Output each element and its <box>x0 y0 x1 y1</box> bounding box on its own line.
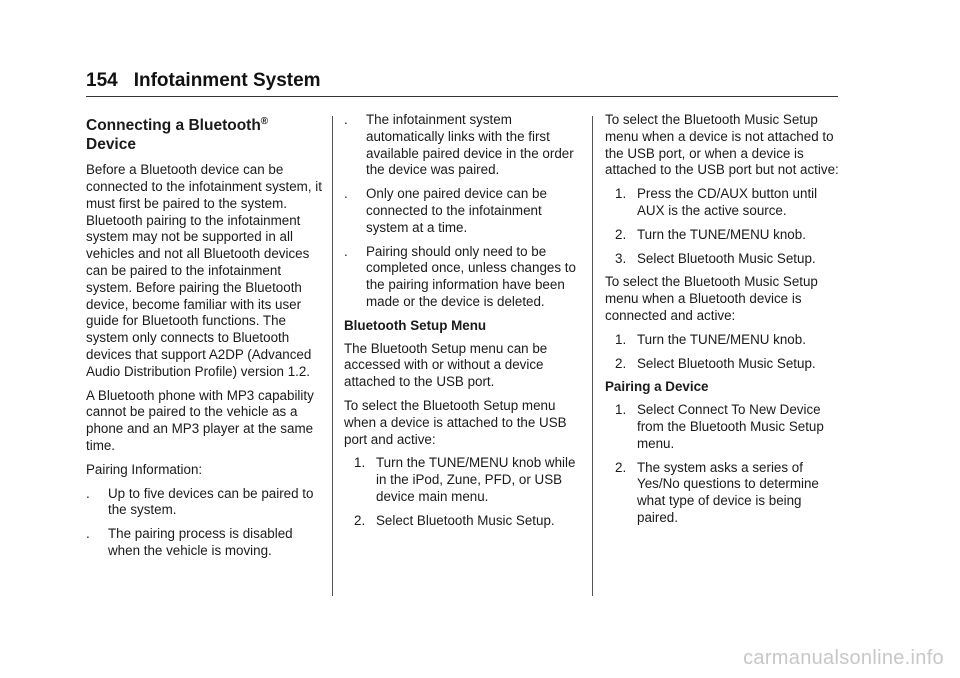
paragraph: To select the Bluetooth Music Setup menu when a device is not attached to the USB port, or when a device is attached to the USB port but not active: <box>605 112 839 178</box>
registered-mark: ® <box>260 116 269 127</box>
numbered-step: 1. Turn the TUNE/MENU knob. <box>615 331 806 347</box>
numbered-step: 3. Select Bluetooth Music Setup. <box>615 250 816 266</box>
section-title: Infotainment System <box>133 70 321 91</box>
bullet-marker: . <box>86 485 90 501</box>
bullet-marker: . <box>344 186 348 202</box>
paragraph: To select the Bluetooth Music Setup menu when a Bluetooth device is connected and active: <box>605 274 818 323</box>
bullet-marker: . <box>344 112 348 127</box>
numbered-step: 1. Select Connect To New Device from the Bluetooth Music Setup menu. <box>615 402 824 451</box>
column-3 <box>605 112 841 534</box>
page-header <box>86 70 321 92</box>
paragraph: To select the Bluetooth Setup menu when a device is attached to the USB port and active: <box>344 397 567 447</box>
list-item: . The infotainment system automatically links with the first available paired device in the order the device was paired. <box>344 112 574 178</box>
bullet-marker: . <box>344 243 348 259</box>
column-divider <box>332 116 333 596</box>
subheading: Bluetooth Setup Menu <box>344 317 487 333</box>
column-2 <box>344 112 584 537</box>
bullet-marker: . <box>86 526 90 542</box>
column-1 <box>86 112 326 567</box>
section-heading: Connecting a Bluetooth® Device <box>86 116 269 154</box>
paragraph: A Bluetooth phone with MP3 capability cannot be paired to the vehicle as a phone and an MP3 player at the same time. <box>86 387 314 453</box>
header-rule <box>86 96 838 97</box>
watermark: carmanualsonline.info <box>743 647 944 669</box>
column-divider <box>592 116 593 596</box>
page-number: 154 <box>86 70 118 91</box>
numbered-step: 1. Turn the TUNE/MENU knob while in the iPod, Zune, PFD, or USB device main menu. <box>354 455 576 504</box>
paragraph: Pairing Information: <box>86 461 203 477</box>
paragraph: The Bluetooth Setup menu can be accessed with or without a device attached to the USB port. <box>344 340 548 390</box>
list-item: . The pairing process is disabled when the vehicle is moving. <box>86 526 293 558</box>
list-item: . Pairing should only need to be completed once, unless changes to the pairing information have been made or the device is deleted. <box>344 243 576 309</box>
numbered-step: 2. Turn the TUNE/MENU knob. <box>615 226 806 242</box>
subheading: Pairing a Device <box>605 379 709 395</box>
list-item: . Only one paired device can be connected to the infotainment system at a time. <box>344 186 547 235</box>
numbered-step: 2. Select Bluetooth Music Setup. <box>354 512 555 528</box>
paragraph: Before a Bluetooth device can be connected to the infotainment system, it must first be paired to the system. Bluetooth pairing to the infotainment system may not be supported in all vehicles and not all Bluetooth devices can be paired to the infotainment system. Before pairing the Bluetooth device, become familiar with its user guide for Bluetooth functions. The system only connects to Bluetooth devices that support A2DP (Advanced Audio Distribution Profile) version 1.2. <box>86 162 322 379</box>
numbered-step: 2. Select Bluetooth Music Setup. <box>615 355 816 371</box>
list-item: . Up to five devices can be paired to the system. <box>86 485 314 518</box>
numbered-step: 2. The system asks a series of Yes/No questions to determine what type of device is being paired. <box>615 459 819 525</box>
numbered-step: 1. Press the CD/AUX button until AUX is the active source. <box>615 186 818 218</box>
